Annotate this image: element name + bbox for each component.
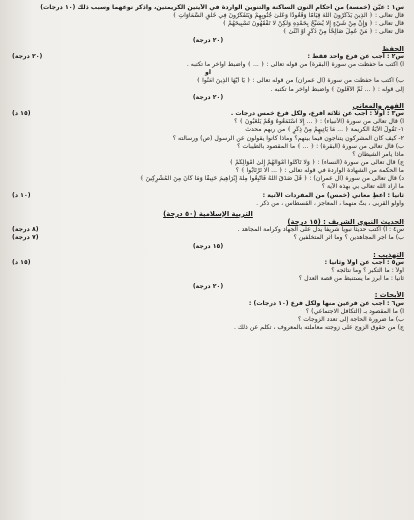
section-hadith <box>12 218 404 226</box>
q3-branch-a: أ) قال تعالى من سورة (الأنبياء) : ﴿ ... إِلَّا اسْتَمَعُوهُ وَهُمْ يَلْعَبُونَ ﴾ ؟ <box>234 118 404 126</box>
q4-a-text: س٤ : أ) اكتب حديثاً نبوياً شريفاً يدل على الجهاد وكرامة المجاهد . <box>237 226 404 234</box>
q3-branch-d-2: ما أراد الله تعالى بي بهذه الآية ؟ <box>321 183 404 191</box>
q6-instruction: س٦ : أجب عن فرعين منها ولكل فرع (١٠ درجات) : <box>248 299 404 307</box>
hadith-title: الحديث النبوي الشريف : <box>323 218 404 227</box>
q4-b-text: ب) ما أجر المجاهدين ؟ وما أثر المتخلفين ؟ <box>293 234 404 242</box>
q3-branch-c-2: ما الحكمة من الشهادة الواردة في قوله تعالى : ﴿ ... أَلَّا تَرْتَابُوا ﴾ ؟ <box>235 167 404 175</box>
q4-a <box>12 226 404 234</box>
q1-verse-3: قال تعالى : ﴿ مَنْ عَمِلَ صَالِحًا مِنْ ذَكَرٍ أَوْ أُنْثَىٰ ﴾ <box>282 28 404 36</box>
q3-marks: (١٥ د) <box>12 110 31 118</box>
q2-option-b-cont: إلى قوله : ﴿ ... ثُمَّ الْأَقَلُونَ ﴾ واضبط أواخر ما تكتبه . <box>270 85 404 93</box>
q6-c: ج) من حقوق الزوج على زوجته معاملته بالمعروف ، تكلم عن ذلك . <box>234 324 404 332</box>
q3-branch-a-1: ١- تَقُولُ الآيَةُ الكريمة ﴿ ... مَا يَأْتِيهِمْ مِنْ ذِكْرٍ ﴾ من ربهم محدث <box>245 126 404 134</box>
q3-second <box>12 192 404 200</box>
q5-marks: (١٥ د) <box>12 258 31 266</box>
q6-a: أ) ما المقصود بـ (التكافل الاجتماعي) ؟ <box>305 307 404 315</box>
q2-text: س٢ : أجب عن فرع واحد فقط : <box>307 52 404 60</box>
q5-second: ثانياً : ما أبرز ما يستنبط من قصة العدل ؟ <box>298 275 404 283</box>
section-islamic-education <box>12 210 404 218</box>
section-understanding: الفهم والمعاني <box>352 101 404 110</box>
islamic-ed-marks: (٥٠ درجة) <box>163 209 197 218</box>
q1-verse-2: قال تعالى : ﴿ وَإِنْ مِنْ شَيْءٍ إِلَّا يُسَبِّحُ بِحَمْدِهِ وَلَٰكِنْ لَا تَفْقَهُونَ تَسْبِيحَهُمْ ﴾ <box>222 20 404 28</box>
q3-branch-d: د) قال تعالى من سورة (آل عمران) : ﴿ قُلْ صَدَقَ اللَّهُ فَاتَّبِعُوا مِلَّةَ إِبْرَاهِيمَ حَنِيفًا وَمَا كَانَ مِنَ الْمُشْرِكِينَ ﴾ <box>140 175 404 183</box>
q3-branch-c: ج) قال تعالى من سورة (النساء) : ﴿ وَلَا تَأْكُلُوا أَمْوَالَهُمْ إِلَىٰ أَمْوَالِكُمْ ﴾ <box>229 158 404 166</box>
section-memorization: الحفظ <box>382 44 404 53</box>
q2-or: أو <box>205 69 211 77</box>
q3-text: س٣ : أولاً : أجب عن ثلاثة أفرع، ولكل فرع خمس درجات . <box>230 110 404 118</box>
islamic-ed-title: التربية الإسلامية <box>198 209 253 218</box>
q6-b: ب) ما ضرورة الحاجة إلى تعدد الزوجات ؟ <box>297 315 404 323</box>
q2-option-b: ب) اكتب ما حفظت من سورة (آل عمران) من قوله تعالى : ﴿ يَا أَيُّهَا الَّذِينَ آمَنُوا ﴾ <box>196 77 404 85</box>
q3-branch-a-2: ٢- كيف كان المشركون يتناجون فيما بينهم؟ وماذا كانوا يقولون عن الرسول (ص) ورسالته ؟ <box>172 134 404 142</box>
section-research: الأبحاث : <box>374 291 404 300</box>
q1-instruction: س١ : عيّن (خمسة) من أحكام النون الساكنة والتنوين الواردة في الآيتين الكريمتين، واذكر نوعهما وسبب ذلك (١٠ درجات) <box>40 4 404 11</box>
q4-b-marks: (٧ درجة) <box>12 234 39 242</box>
q2-instruction <box>12 53 404 61</box>
q3-vocab: وأولو القربى ، بثّ منهما ، المعاجز ، القسطاس ، من ذكر . <box>256 199 404 207</box>
q3-second-text: ثانياً : أعطِ معاني (خمس) من المفردات الآتية : <box>262 191 404 199</box>
q4-b <box>12 234 404 242</box>
q3-branch-b-2: ماذا يأمر الشيطان ؟ <box>352 150 404 158</box>
q3-branch-b: ب) قال تعالى من سورة (البقرة) : ﴿ ... ﴾ ما المقصود بالطيبات ؟ <box>237 142 404 150</box>
q3-instruction <box>12 110 404 118</box>
q4-marks: (١٥ درجة) <box>192 242 224 250</box>
q4-a-marks: (٨ درجة) <box>12 226 39 234</box>
q2-marks-center: (٢٠ درجة) <box>192 93 224 101</box>
section-ethics: التهذيب : <box>373 250 404 259</box>
q5-marks-center: (٢٠ درجة) <box>192 283 224 291</box>
q2-marks: (٢٠ درجة) <box>12 52 43 60</box>
q5-first: أولاً : ما التكبر ؟ وما نتائجه ؟ <box>331 267 404 274</box>
q5-text: س٥ : أجب عن أولاً وثانياً : <box>324 258 404 266</box>
q5-instruction <box>12 259 404 267</box>
q1-verse-1: قال تعالى : ﴿ الَّذِينَ يَذْكُرُونَ اللَّهَ قِيَامًا وَقُعُودًا وَعَلَىٰ جُنُوبِهِمْ وَيَتَفَكَّرُونَ فِي خَلْقِ السَّمَاوَاتِ ﴾ <box>172 12 404 20</box>
q3-second-marks: (١٠ د) <box>12 191 31 199</box>
q2-option-a: أ) اكتب ما حفظت من سورة (البقرة) من قوله تعالى : ﴿ ... ﴾ واضبط أواخر ما تكتبه . <box>186 61 404 69</box>
hadith-marks: (١٥ درجة) <box>287 218 321 227</box>
q1-marks: (٢٠ درجة) <box>192 36 224 44</box>
